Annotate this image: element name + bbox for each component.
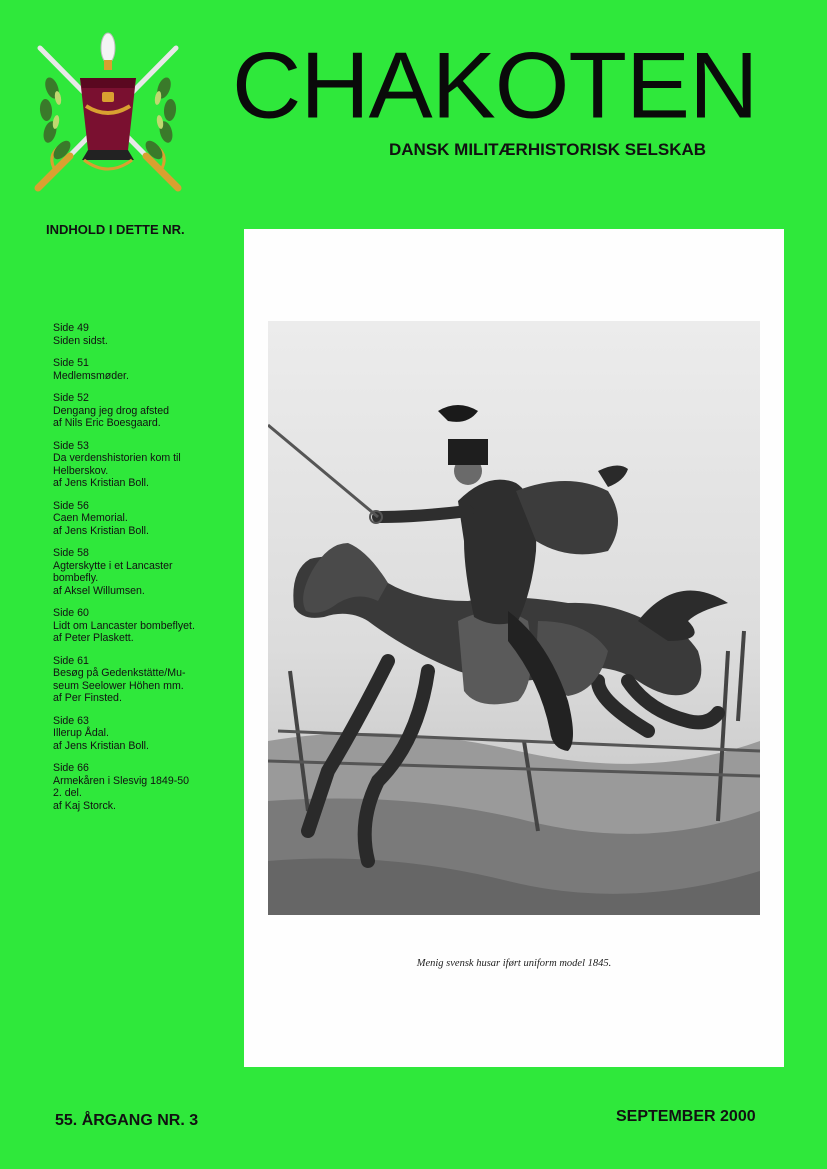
toc-line: Armekåren i Slesvig 1849-50 (53, 774, 190, 787)
toc-page: Side 51 (53, 357, 89, 369)
toc-heading: INDHOLD I DETTE NR. (46, 222, 185, 237)
magazine-title: CHAKOTEN (232, 33, 758, 138)
toc-page: Side 63 (53, 714, 89, 727)
toc-line: af Jens Kristian Boll. (53, 739, 149, 752)
toc-entry (53, 440, 233, 490)
toc-line: Lidt om Lancaster bombeflyet. (53, 619, 195, 632)
toc-page: Side 53 (53, 439, 89, 452)
toc-line: Dengang jeg drog afsted (53, 404, 170, 417)
toc-entry (53, 762, 233, 812)
toc-entry (53, 655, 233, 705)
society-subtitle: DANSK MILITÆRHISTORISK SELSKAB (389, 140, 707, 159)
toc-entry (53, 715, 233, 753)
photo-caption: Menig svensk husar iført uniform model 1845. (416, 958, 612, 969)
toc-line: Medlemsmøder. (53, 369, 129, 382)
toc-page: Side 58 (53, 547, 89, 559)
toc-line: af Peter Plaskett. (53, 632, 134, 644)
toc-line: Helberskov. (53, 464, 109, 477)
toc-entry (53, 607, 233, 645)
toc-entry (53, 357, 233, 382)
toc-line: Illerup Ådal. (53, 727, 109, 739)
toc-line: af Kaj Storck. (53, 799, 116, 812)
toc-line: 2. del. (53, 787, 82, 799)
toc-line: af Aksel Willumsen. (53, 584, 145, 597)
toc-page: Side 60 (53, 607, 89, 619)
toc-line: bombefly. (53, 572, 99, 584)
toc-line: Besøg på Gedenkstätte/Mu- (53, 667, 186, 679)
toc-line: Agterskytte i et Lancaster (53, 559, 173, 572)
toc-entry (53, 392, 233, 430)
toc-page: Side 49 (53, 322, 89, 334)
volume-issue: 55. ÅRGANG NR. 3 (55, 1112, 199, 1129)
toc-page: Side 56 (53, 499, 89, 512)
toc-page: Side 61 (53, 654, 89, 667)
issue-date: SEPTEMBER 2000 (616, 1108, 756, 1125)
shako-crossed-sabres-emblem-icon (28, 28, 188, 198)
table-of-contents (53, 322, 233, 822)
toc-page: Side 66 (53, 762, 89, 774)
toc-entry (53, 500, 233, 538)
toc-line: Caen Memorial. (53, 512, 128, 524)
toc-entry (53, 322, 233, 347)
toc-line: af Jens Kristian Boll. (53, 477, 149, 489)
toc-line: af Per Finsted. (53, 692, 122, 704)
toc-line: seum Seelower Höhen mm. (53, 679, 184, 692)
toc-page: Side 52 (53, 392, 89, 404)
toc-line: Da verdenshistorien kom til (53, 452, 181, 464)
toc-line: af Jens Kristian Boll. (53, 524, 149, 537)
toc-line: Siden sidst. (53, 334, 108, 347)
hussar-lithograph-image (268, 321, 760, 915)
cover-photo-panel (244, 229, 784, 1067)
toc-line: af Nils Eric Boesgaard. (53, 417, 161, 429)
toc-entry (53, 547, 233, 597)
